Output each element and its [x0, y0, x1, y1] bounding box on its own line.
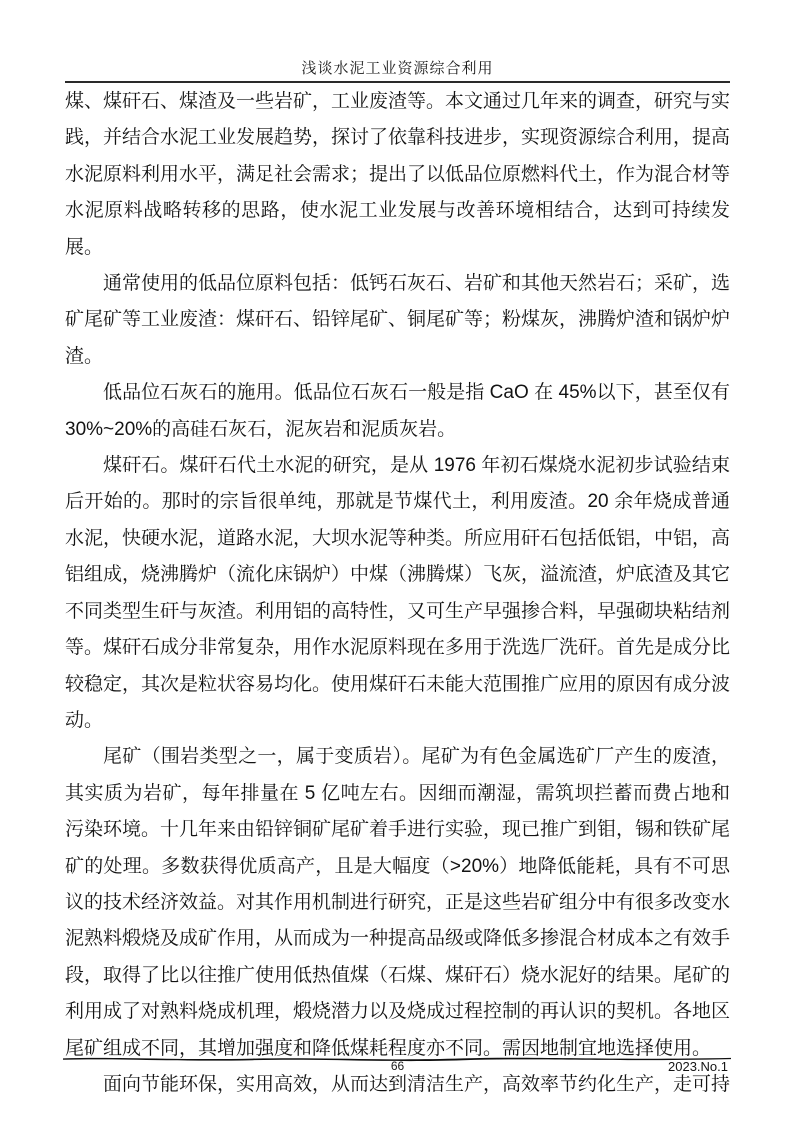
page-number: 66 — [390, 1059, 405, 1073]
footer-rule-bar — [63, 1050, 731, 1058]
issue-label: 2023.No.1 — [668, 1059, 728, 1074]
body-paragraph: 尾矿（围岩类型之一，属于变质岩）。尾矿为有色金属选矿厂产生的废渣，其实质为岩矿，每年排量在 5 亿吨左右。因细而潮湿，需筑坝拦蓄而费占地和污染环境。十几年来由铅锌铜矿尾矿着手进行实验，现已推广到钼，锡和铁矿尾矿的处理。多数获得优质高产，且是大幅度（>20%）地降低能耗，具有不可思议的技术经济效益。对其作用机制进行研究，正是这些岩矿组分中有很多改变水泥熟料煅烧及成矿作用，从而成为一种提高品级或降低多掺混合材成本之有效手段，取得了比以往推广使用低热值煤（石煤、煤矸石）烧水泥好的结果。尾矿的利用成了对熟料烧成机理，煅烧潜力以及烧成过程控制的再认识的契机。各地区尾矿组成不同，其增加强度和降低煤耗程度亦不同。需因地制宜地选择使用。 — [65, 746, 731, 1059]
body-paragraph: 通常使用的低品位原料包括：低钙石灰石、岩矿和其他天然岩石；采矿，选矿尾矿等工业废渣：煤矸石、铅锌尾矿、铜尾矿等；粉煤灰，沸腾炉渣和锅炉炉渣。 — [65, 273, 731, 367]
header-rule — [65, 81, 730, 83]
article-body — [65, 84, 730, 1103]
body-paragraph: 低品位石灰石的施用。低品位石灰石一般是指 CaO 在 45%以下，甚至仅有30%~20%的高硅石灰石，泥灰岩和泥质灰岩。 — [65, 382, 730, 440]
body-paragraph: 面向节能环保，实用高效，从而达到清洁生产，高效率节约化生产，走可持 — [103, 1073, 731, 1095]
body-paragraph: 煤、煤矸石、煤渣及一些岩矿，工业废渣等。本文通过几年来的调查，研究与实践，并结合水泥工业发展趋势，探讨了依靠科技进步，实现资源综合利用，提高水泥原料利用水平，满足社会需求；提出了以低品位原燃料代土，作为混合材等水泥原料战略转移的思路，使水泥工业发展与改善环境相结合，达到可持续发展。 — [65, 91, 731, 258]
body-paragraph: 煤矸石。煤矸石代土水泥的研究，是从 1976 年初石煤烧水泥初步试验结束后开始的。那时的宗旨很单纯，那就是节煤代土，利用废渣。20 余年烧成普通水泥，快硬水泥，道路水泥，大坝水泥等种类。所应用矸石包括低铝，中铝，高铝组成，烧沸腾炉（流化床锅炉）中煤（沸腾煤）飞灰，溢流渣，炉底渣及其它不同类型生矸与灰渣。利用铝的高特性，又可生产早强掺合料，早强砌块粘结剂等。煤矸石成分非常复杂，用作水泥原料现在多用于洗选厂洗矸。首先是成分比较稳定，其次是粒状容易均化。使用煤矸石未能大范围推广应用的原因有成分波动。 — [65, 455, 731, 731]
running-header-title: 浅谈水泥工业资源综合利用 — [301, 60, 494, 77]
footer — [65, 1059, 730, 1079]
